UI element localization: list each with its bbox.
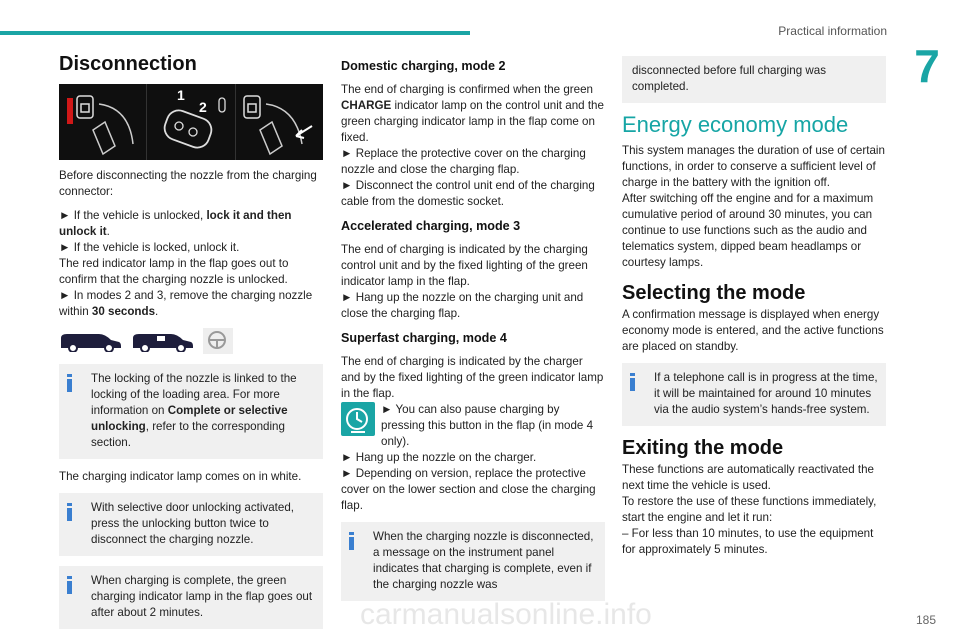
disconnection-intro: Before disconnecting the nozzle from the charging connector: bbox=[59, 169, 317, 198]
exiting-text-2: To restore the use of these functions immediately, start the engine and let it run: bbox=[622, 495, 877, 524]
info-icon bbox=[67, 576, 72, 594]
flap-lock-illustration bbox=[59, 84, 147, 160]
watermark: carmanualsonline.info bbox=[360, 598, 652, 631]
key-remote-illustration bbox=[147, 84, 235, 160]
domestic-end-text: The end of charging is confirmed when the green CHARGE indicator lamp on the control unit and the green charging indicator lamp in the flap come on fixed. bbox=[341, 83, 604, 144]
column-2 bbox=[341, 58, 605, 611]
heading-energy-economy-mode: Energy economy mode bbox=[622, 112, 849, 137]
disconnection-step-unlocked: ► If the vehicle is unlocked, lock it and then unlock it. bbox=[59, 209, 292, 238]
indicator-lamp-text: The red indicator lamp in the flap goes out to confirm that the charging nozzle is unlocked. bbox=[59, 257, 289, 286]
page-number: 185 bbox=[915, 613, 936, 627]
pause-charging-button-icon bbox=[341, 402, 375, 436]
superfast-step-cover: ► Depending on version, replace the protective cover on the lower section and close the charging flap. bbox=[341, 467, 596, 512]
info-note-disconnected-message: When the charging nozzle is disconnected, a message on the instrument panel indicates that charging is complete, even if the charging nozzle was bbox=[341, 522, 605, 601]
column-3 bbox=[622, 56, 886, 566]
heading-exiting-mode: Exiting the mode bbox=[622, 437, 784, 459]
info-note-selective-unlocking: With selective door unlocking activated, press the unlocking button twice to disconnect the charging nozzle. bbox=[59, 493, 323, 556]
fig-label-1: 1 bbox=[177, 87, 186, 103]
vehicle-icons bbox=[59, 328, 323, 354]
heading-superfast-charging: Superfast charging, mode 4 bbox=[341, 331, 507, 345]
fig-label-2: 2 bbox=[199, 99, 208, 115]
crew-van-icon bbox=[131, 330, 195, 352]
info-icon bbox=[67, 374, 72, 392]
info-note-continued: disconnected before full charging was completed. bbox=[622, 56, 886, 103]
heading-domestic-charging: Domestic charging, mode 2 bbox=[341, 59, 506, 73]
flap-unlock-illustration bbox=[236, 84, 323, 160]
header-accent-bar bbox=[0, 31, 470, 35]
selecting-text: A confirmation message is displayed when energy economy mode is entered, and the active functions are placed on standby. bbox=[622, 308, 884, 353]
disconnection-step-remove: ► In modes 2 and 3, remove the charging nozzle within 30 seconds. bbox=[59, 289, 313, 318]
section-heading-disconnection: Disconnection bbox=[59, 53, 197, 75]
info-icon bbox=[67, 503, 72, 521]
heading-selecting-mode: Selecting the mode bbox=[622, 282, 806, 304]
info-note-nozzle-locking: The locking of the nozzle is linked to the locking of the loading area. For more information on Complete or selective unlocking, refer to the corresponding section. bbox=[59, 364, 323, 459]
info-note-telephone-call: If a telephone call is in progress at the time, it will be maintained for around 10 minutes via the audio system’s hands-free system. bbox=[622, 363, 886, 426]
info-icon bbox=[630, 373, 635, 391]
accelerated-end-text: The end of charging is indicated by the charging control unit and by the fixed lighting of the green indicator lamp in the flap. bbox=[341, 243, 588, 288]
energy-detail: After switching off the engine and for a maximum cumulative period of around 30 minutes, you can continue to use functions such as the audio and telematics system, dipped beam headlamps or courtesy lamps. bbox=[622, 192, 874, 269]
domestic-step-cover: ► Replace the protective cover on the charging nozzle and close the charging flap. bbox=[341, 147, 586, 176]
exiting-text-1: These functions are automatically reactivated the next time the vehicle is used. bbox=[622, 463, 874, 492]
steering-wheel-icon bbox=[203, 328, 233, 354]
accelerated-step-hangup: ► Hang up the nozzle on the charging unit and close the charging flap. bbox=[341, 291, 584, 320]
disconnection-figure bbox=[59, 84, 323, 160]
column-1 bbox=[59, 53, 323, 639]
van-icon bbox=[59, 330, 123, 352]
info-note-charging-complete: When charging is complete, the green charging indicator lamp in the flap goes out after about 2 minutes. bbox=[59, 566, 323, 629]
superfast-pause-step: ► You can also pause charging by pressing this button in the flap (in mode 4 only). bbox=[341, 402, 605, 450]
energy-intro: This system manages the duration of use of certain functions, in order to conserve a sufficient level of charge in the battery with the ignition off. bbox=[622, 144, 885, 189]
page-header-title: Practical information bbox=[778, 24, 887, 38]
superfast-step-hangup: ► Hang up the nozzle on the charger. bbox=[341, 451, 537, 464]
superfast-end-text: The end of charging is indicated by the charger and by the fixed lighting of the green indicator lamp in the flap. bbox=[341, 355, 604, 400]
disconnection-step-locked: ► If the vehicle is locked, unlock it. bbox=[59, 241, 240, 254]
heading-accelerated-charging: Accelerated charging, mode 3 bbox=[341, 219, 521, 233]
exiting-text-3: – For less than 10 minutes, to use the equipment for approximately 5 minutes. bbox=[622, 527, 874, 556]
chapter-number: 7 bbox=[914, 40, 940, 92]
domestic-step-disconnect: ► Disconnect the control unit end of the charging cable from the domestic socket. bbox=[341, 179, 595, 208]
indicator-white-text: The charging indicator lamp comes on in white. bbox=[59, 470, 302, 483]
info-icon bbox=[349, 532, 354, 550]
